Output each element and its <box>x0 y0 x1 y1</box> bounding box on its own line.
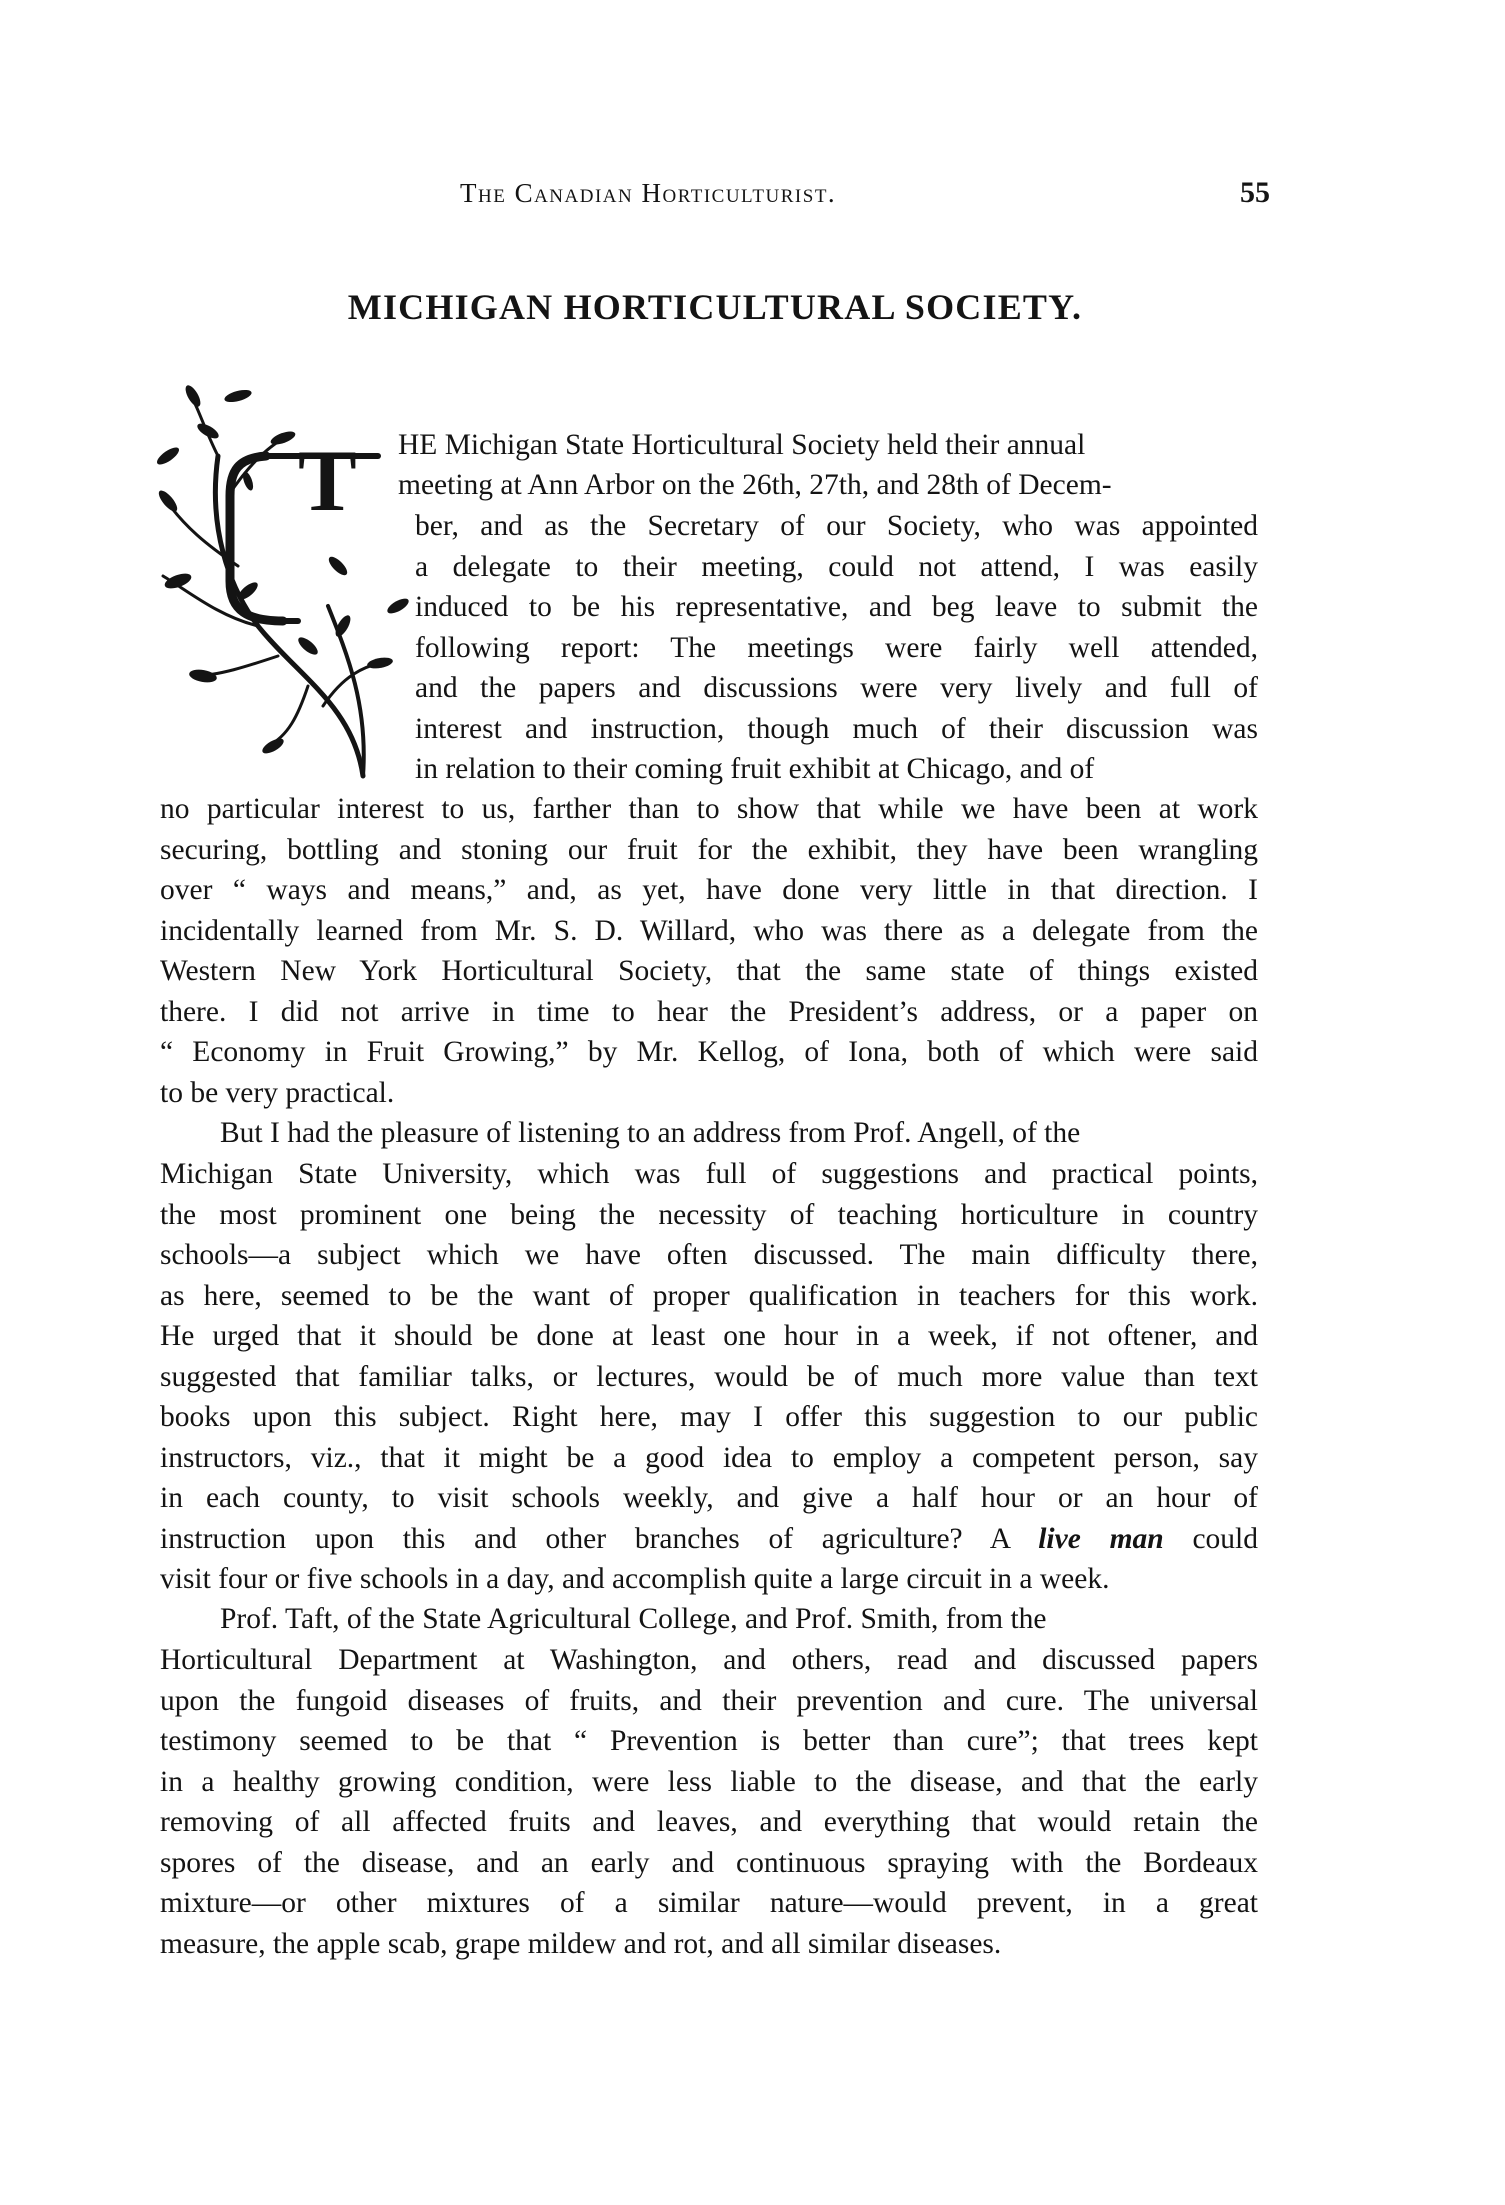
text-line: “ Economy in Fruit Growing,” by Mr. Kellog, of Iona, both of which were said <box>160 1036 1258 1068</box>
text-line: incidentally learned from Mr. S. D. Willard, who was there as a delegate from the <box>160 914 1258 947</box>
paragraph-2-body <box>160 1154 1258 1600</box>
text-line: visit four or five schools in a day, and accomplish quite a large circuit in a week. <box>160 1563 1110 1595</box>
text-line: upon the fungoid diseases of fruits, and their prevention and cure. The universal <box>160 1684 1258 1717</box>
text-line: Western New York Horticultural Society, that the same state of things existed <box>160 955 1258 987</box>
text-line: spores of the disease, and an early and continuous spraying with the Bordeaux <box>160 1846 1258 1879</box>
emphasis-live-man: live man <box>1038 1522 1164 1555</box>
vine-ornament-icon <box>148 376 418 796</box>
journal-title: The Canadian Horticulturist. <box>460 178 837 208</box>
text-line: interest and instruction, though much of their discussion was <box>415 712 1258 745</box>
text-line: a delegate to their meeting, could not attend, I was easily <box>415 550 1258 583</box>
text-line: induced to be his representative, and beg leave to submit the <box>415 591 1258 623</box>
paragraph-1-opening <box>398 425 1258 466</box>
paragraph-1-full <box>160 789 1258 1113</box>
paragraph-2-first <box>220 1113 1258 1154</box>
text-line: securing, bottling and stoning our fruit for the exhibit, they have been wrangling <box>160 833 1258 866</box>
text-line: removing of all affected fruits and leaves, and everything that would retain the <box>160 1806 1258 1838</box>
paragraph-3-first <box>220 1599 1258 1640</box>
text-line: He urged that it should be done at least one hour in a week, if not oftener, and <box>160 1320 1258 1352</box>
text-line: Horticultural Department at Washington, and others, read and discussed papers <box>160 1644 1258 1676</box>
text-line: the most prominent one being the necessity of teaching horticulture in country <box>160 1198 1258 1231</box>
ornamental-initial <box>148 376 418 796</box>
text-line: schools—a subject which we have often discussed. The main difficulty there, <box>160 1239 1258 1271</box>
text-line: books upon this subject. Right here, may I offer this suggestion to our public <box>160 1401 1258 1433</box>
paragraph-3-body <box>160 1640 1258 1964</box>
page-number: 55 <box>1240 176 1270 209</box>
article-title: MICHIGAN HORTICULTURAL SOCIETY. <box>347 287 1083 327</box>
text-line: following report: The meetings were fairly well attended, <box>415 631 1258 664</box>
text-segment: A <box>989 1522 1010 1555</box>
text-line: and the papers and discussions were very lively and full of <box>415 672 1258 704</box>
text-line: ber, and as the Secretary of our Society, who was appointed <box>415 510 1258 542</box>
text-line: in each county, to visit schools weekly, and give a half hour or an hour of <box>160 1482 1258 1514</box>
text-line: as here, seemed to be the want of proper qualification in teachers for this work. <box>160 1279 1258 1312</box>
paragraph-1-wrapped <box>415 506 1258 790</box>
text-line: to be very practical. <box>160 1076 395 1109</box>
text-line: HE Michigan State Horticultural Society held their annual <box>398 429 1086 461</box>
running-head <box>160 178 1270 218</box>
text-line: meeting at Ann Arbor on the 26th, 27th, and 28th of Decem- <box>398 469 1112 501</box>
text-line-live-man <box>160 1519 1258 1560</box>
drop-cap: T <box>298 433 357 530</box>
text-line: there. I did not arrive in time to hear the President’s address, or a paper on <box>160 995 1258 1028</box>
text-line: over “ ways and means,” and, as yet, have done very little in that direction. I <box>160 874 1258 906</box>
text-line: mixture—or other mixtures of a similar nature—would prevent, in a great <box>160 1887 1258 1919</box>
text-line: measure, the apple scab, grape mildew and rot, and all similar diseases. <box>160 1927 1002 1960</box>
text-line: no particular interest to us, farther than to show that while we have been at work <box>160 793 1258 825</box>
text-line: suggested that familiar talks, or lectures, would be of much more value than text <box>160 1360 1258 1393</box>
text-segment: could <box>1192 1522 1258 1555</box>
text-line: But I had the pleasure of listening to an address from Prof. Angell, of the <box>220 1117 1081 1149</box>
text-segment: instruction upon this and other branches of agriculture? <box>160 1522 963 1555</box>
text-line: instructors, viz., that it might be a good idea to employ a competent person, say <box>160 1441 1258 1474</box>
text-line: testimony seemed to be that “ Prevention is better than cure”; that trees kept <box>160 1725 1258 1757</box>
text-line: in a healthy growing condition, were less liable to the disease, and that the early <box>160 1765 1258 1798</box>
paragraph-1-line <box>398 465 1258 506</box>
text-line: Prof. Taft, of the State Agricultural College, and Prof. Smith, from the <box>220 1603 1047 1635</box>
text-line: in relation to their coming fruit exhibit at Chicago, and of <box>415 753 1095 785</box>
text-line: Michigan State University, which was full of suggestions and practical points, <box>160 1158 1258 1190</box>
